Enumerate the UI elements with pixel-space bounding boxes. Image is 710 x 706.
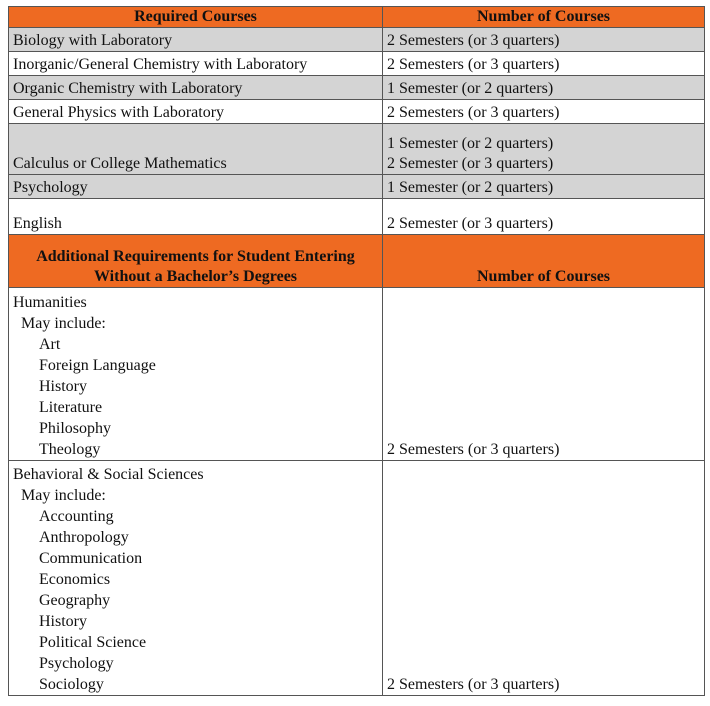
list-item: Political Science bbox=[39, 634, 147, 651]
list-item: Sociology bbox=[39, 676, 104, 693]
list-item: Geography bbox=[39, 592, 111, 609]
header-number-of-courses: Number of Courses bbox=[383, 7, 705, 28]
table-row bbox=[9, 100, 705, 124]
course-name: Biology with Laboratory bbox=[9, 28, 383, 52]
course-count: 2 Semesters (or 3 quarters) bbox=[383, 461, 705, 696]
course-count: 2 Semesters (or 3 quarters) bbox=[383, 100, 705, 124]
course-name: Inorganic/General Chemistry with Laboratory bbox=[9, 52, 383, 76]
course-count: 1 Semester (or 2 quarters) bbox=[383, 175, 705, 199]
course-count-line: 1 Semester (or 2 quarters) bbox=[387, 135, 554, 152]
course-name: Psychology bbox=[9, 175, 383, 199]
behavioral-title: Behavioral & Social Sciences bbox=[13, 466, 204, 483]
list-item: History bbox=[39, 613, 87, 630]
list-item: Anthropology bbox=[39, 529, 129, 546]
list-item: Art bbox=[39, 336, 61, 353]
list-item: Accounting bbox=[39, 508, 114, 525]
header-additional-requirements bbox=[9, 235, 383, 288]
course-count bbox=[383, 124, 705, 175]
course-name: Calculus or College Mathematics bbox=[9, 124, 383, 175]
humanities-title: Humanities bbox=[13, 294, 87, 311]
table-row bbox=[9, 52, 705, 76]
table-row bbox=[9, 199, 705, 235]
header-required-courses: Required Courses bbox=[9, 7, 383, 28]
course-name: Organic Chemistry with Laboratory bbox=[9, 76, 383, 100]
course-count: 2 Semester (or 3 quarters) bbox=[383, 199, 705, 235]
list-item: Philosophy bbox=[39, 420, 112, 437]
table-row bbox=[9, 124, 705, 175]
course-name: General Physics with Laboratory bbox=[9, 100, 383, 124]
list-item: Theology bbox=[39, 441, 101, 458]
list-item: Psychology bbox=[39, 655, 114, 672]
table-row bbox=[9, 461, 705, 696]
additional-header-row bbox=[9, 235, 705, 288]
header-additional-line: Additional Requirements for Student Entering bbox=[36, 248, 355, 265]
may-include-label: May include: bbox=[21, 315, 106, 332]
table-row bbox=[9, 76, 705, 100]
header-additional-line: Without a Bachelor’s Degrees bbox=[93, 268, 298, 285]
course-count-line: 2 Semester (or 3 quarters) bbox=[387, 155, 554, 172]
course-name: English bbox=[9, 199, 383, 235]
list-item: Literature bbox=[39, 399, 103, 416]
course-count: 2 Semesters (or 3 quarters) bbox=[383, 52, 705, 76]
list-item: Foreign Language bbox=[39, 357, 156, 374]
table-row bbox=[9, 175, 705, 199]
course-requirements-table bbox=[8, 6, 705, 696]
header-row bbox=[9, 7, 705, 28]
header-number-of-courses: Number of Courses bbox=[383, 235, 705, 288]
humanities-cell bbox=[9, 288, 383, 461]
behavioral-cell bbox=[9, 461, 383, 696]
list-item: History bbox=[39, 378, 87, 395]
list-item: Economics bbox=[39, 571, 111, 588]
may-include-label: May include: bbox=[21, 487, 106, 504]
course-count: 2 Semesters (or 3 quarters) bbox=[383, 288, 705, 461]
table-row bbox=[9, 28, 705, 52]
list-item: Communication bbox=[39, 550, 143, 567]
course-count: 2 Semesters (or 3 quarters) bbox=[383, 28, 705, 52]
table-row bbox=[9, 288, 705, 461]
course-count: 1 Semester (or 2 quarters) bbox=[383, 76, 705, 100]
